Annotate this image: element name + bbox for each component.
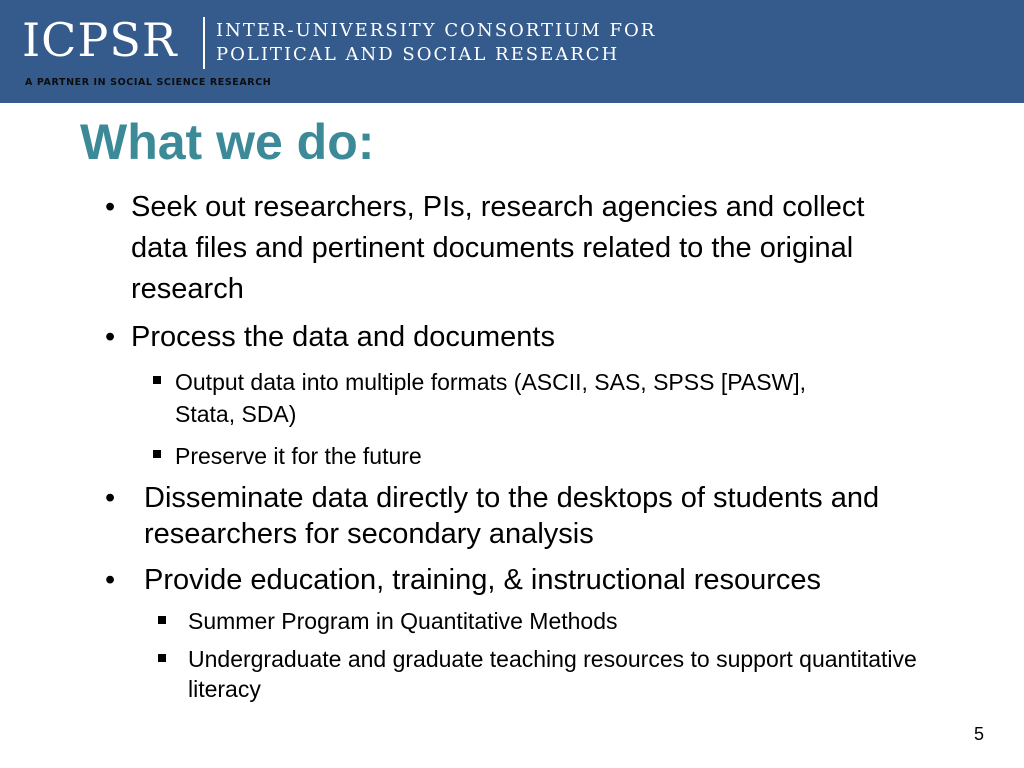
logo-divider xyxy=(203,17,205,69)
bullet-text: Seek out researchers, PIs, research agencies and collect data files and pertinent documents related to the original research xyxy=(131,191,865,305)
bullet-item xyxy=(105,317,905,358)
bullet-item xyxy=(105,480,955,552)
bullet-text: Provide education, training, & instructional resources xyxy=(144,564,822,596)
org-name xyxy=(216,19,656,67)
square-bullet-icon xyxy=(158,654,166,662)
bullet-dot-icon: • xyxy=(105,482,116,514)
sub-bullet-item xyxy=(153,440,853,472)
sub-bullet-text: Preserve it for the future xyxy=(175,443,422,469)
bullet-dot-icon: • xyxy=(105,564,116,596)
sub-bullet-text: Output data into multiple formats (ASCII, SAS, SPSS [PASW], Stata, SDA) xyxy=(175,369,807,427)
page-number: 5 xyxy=(974,724,985,744)
bullet-dot-icon: • xyxy=(105,321,116,353)
bullet-item xyxy=(105,561,965,599)
bullet-dot-icon: • xyxy=(105,191,116,223)
org-name-line-2: POLITICAL AND SOCIAL RESEARCH xyxy=(216,44,620,65)
square-bullet-icon xyxy=(158,616,166,624)
square-bullet-icon xyxy=(153,376,161,384)
sub-bullet-item xyxy=(153,366,853,430)
sub-bullet-text: Summer Program in Quantitative Methods xyxy=(188,608,618,634)
header-banner xyxy=(0,0,1024,103)
org-name-line-1: INTER-UNIVERSITY CONSORTIUM FOR xyxy=(216,20,657,41)
sub-bullet-item xyxy=(158,606,948,636)
slide-title: What we do: xyxy=(80,114,375,170)
bullet-text: Disseminate data directly to the desktops of students and researchers for secondary analysis xyxy=(144,482,880,550)
sub-bullet-text: Undergraduate and graduate teaching resources to support quantitative literacy xyxy=(188,646,917,702)
square-bullet-icon xyxy=(153,450,161,458)
bullet-item xyxy=(105,187,905,310)
sub-bullet-item xyxy=(158,644,948,704)
tagline: A PARTNER IN SOCIAL SCIENCE RESEARCH xyxy=(25,77,272,88)
bullet-text: Process the data and documents xyxy=(131,321,555,353)
icpsr-logo: ICPSR xyxy=(22,13,178,67)
